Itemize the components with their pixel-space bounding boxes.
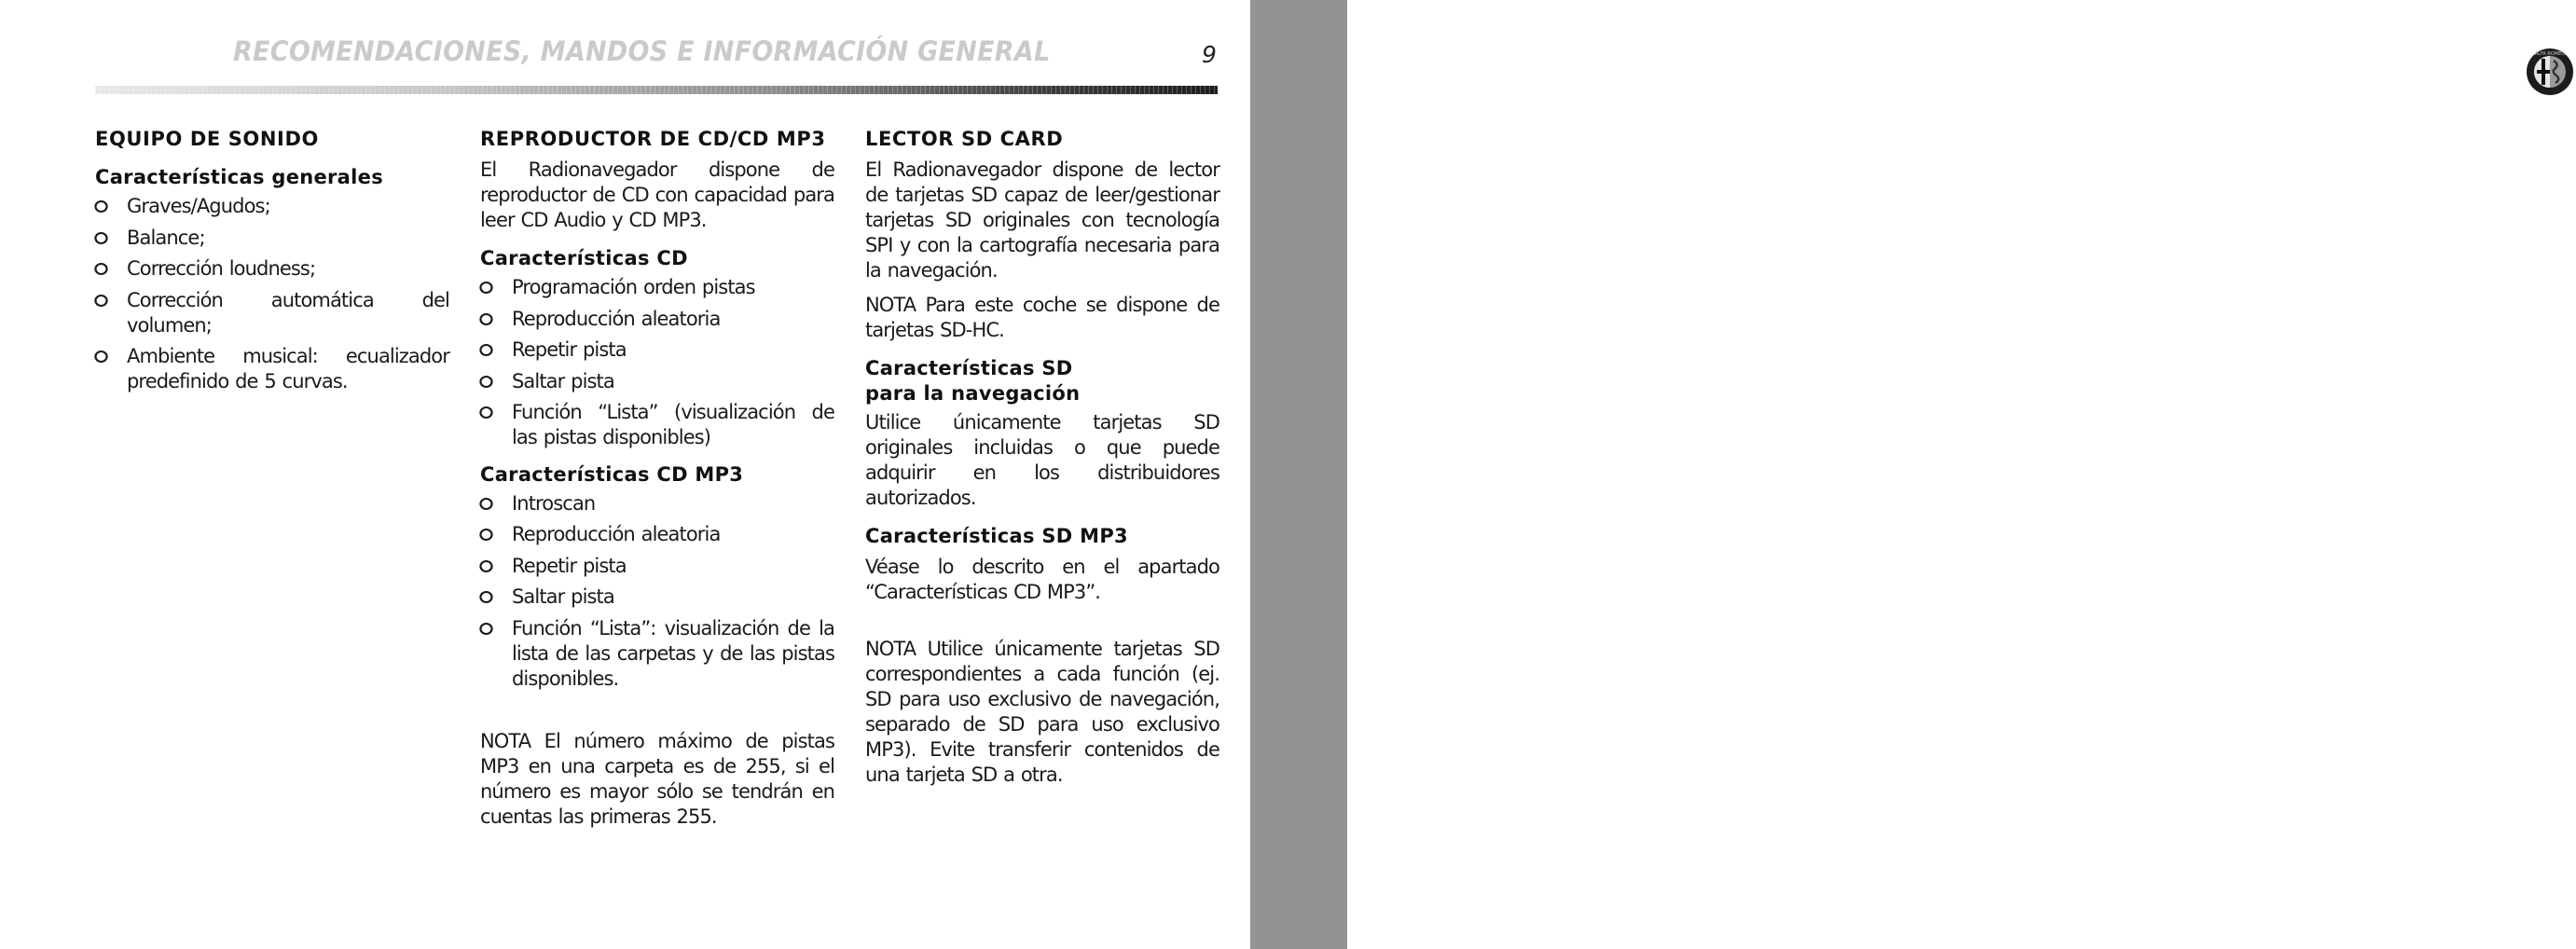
sub-heading: Características generales	[95, 166, 383, 188]
note-paragraph: NOTA El número máximo de pistas MP3 en una carpeta es de 255, si el número es mayor sólo se tendrán en cuentas las primeras 255.	[480, 730, 834, 828]
section-heading: REPRODUCTOR DE CD/CD MP3	[480, 128, 826, 150]
list-item: Repetir pista	[480, 337, 834, 363]
list-item: Programación orden pistas	[480, 275, 834, 300]
circle-bullet-icon	[479, 498, 492, 510]
mp3-paragraph: Véase lo descrito en el apartado “Características CD MP3”.	[865, 556, 1219, 603]
sub-heading: Características CD	[480, 247, 688, 269]
list-item: Saltar pista	[480, 585, 834, 610]
mp3-feature-list	[480, 491, 834, 692]
list-item: Graves/Agudos;	[95, 194, 449, 219]
cd-feature-list	[480, 275, 834, 450]
feature-list	[95, 194, 449, 394]
intro-paragraph: El Radionavegador dispone de lector de tarjetas SD capaz de leer/gestionar tarjetas SD originales con tecnología SPI y con la cartografía necesaria para la navegación.	[865, 158, 1219, 282]
header-gradient-rule	[95, 86, 1218, 94]
list-item: Ambiente musical: ecualizador predefinido de 5 curvas.	[95, 344, 449, 394]
circle-bullet-icon	[479, 406, 492, 419]
section-heading: LECTOR SD CARD	[865, 128, 1064, 150]
section-heading: EQUIPO DE SONIDO	[95, 128, 319, 150]
side-strip	[1250, 0, 2566, 949]
intro-paragraph: El Radionavegador dispone de reproductor de CD con capacidad para leer CD Audio y CD MP3.	[480, 158, 834, 231]
list-item: Saltar pista	[480, 369, 834, 394]
circle-bullet-icon	[479, 591, 492, 603]
circle-bullet-icon	[94, 200, 107, 213]
nav-paragraph: Utilice únicamente tarjetas SD originales incluidas o que puede adquirir en los distribuidores autorizados.	[865, 411, 1219, 509]
note-paragraph: NOTA Utilice únicamente tarjetas SD correspondientes a cada función (ej. SD para uso exclusivo de navegación, separado de SD para uso exclusivo MP3). Evite transferir contenidos de una tarjeta SD a otra.	[865, 638, 1219, 786]
list-item: Introscan	[480, 491, 834, 516]
circle-bullet-icon	[94, 351, 107, 363]
circle-bullet-icon	[479, 344, 492, 356]
list-item: Reproducción aleatoria	[480, 307, 834, 332]
list-item: Balance;	[95, 226, 449, 251]
page-header-title: RECOMENDACIONES, MANDOS E INFORMACIÓN GENERAL	[233, 35, 1051, 67]
note-paragraph: NOTA Para este coche se dispone de tarjetas SD-HC.	[865, 294, 1219, 341]
circle-bullet-icon	[94, 263, 107, 275]
circle-bullet-icon	[479, 313, 492, 325]
sub-heading: Características CD MP3	[480, 462, 744, 486]
sub-heading: Características SD para la navegación	[865, 357, 1081, 405]
column-reproductor-cd	[480, 127, 834, 830]
circle-bullet-icon	[94, 232, 107, 244]
circle-bullet-icon	[479, 560, 492, 572]
sub-heading: Características SD MP3	[865, 525, 1128, 547]
circle-bullet-icon	[94, 295, 107, 307]
circle-bullet-icon	[479, 623, 492, 635]
alfa-romeo-badge-icon	[2524, 46, 2576, 98]
list-item: Función “Lista”: visualización de la lista de las carpetas y de las pistas disponibles.	[480, 616, 834, 692]
column-equipo-de-sonido	[95, 127, 449, 401]
svg-text:ALFA ROMEO: ALFA ROMEO	[2534, 51, 2566, 57]
list-item: Función “Lista” (visualización de las pistas disponibles)	[480, 400, 834, 450]
list-item: Reproducción aleatoria	[480, 522, 834, 547]
circle-bullet-icon	[479, 376, 492, 388]
page-number: 9	[1202, 41, 1217, 68]
column-lector-sd	[865, 127, 1219, 788]
list-item: Repetir pista	[480, 554, 834, 579]
list-item: Corrección loudness;	[95, 256, 449, 282]
circle-bullet-icon	[479, 529, 492, 541]
circle-bullet-icon	[479, 282, 492, 294]
list-item: Corrección automática del volumen;	[95, 288, 449, 338]
